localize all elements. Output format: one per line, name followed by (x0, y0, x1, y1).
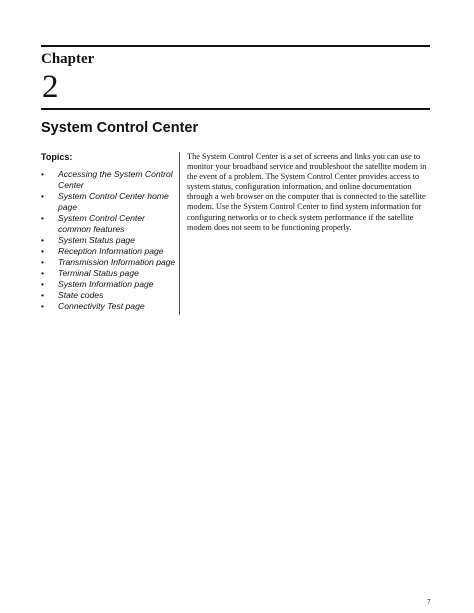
bullet-icon: • (41, 213, 45, 223)
topic-link[interactable]: System Control Center home page (58, 191, 169, 212)
chapter-title: System Control Center (41, 120, 199, 136)
bullet-icon: • (41, 279, 45, 289)
bullet-icon: • (41, 257, 45, 267)
chapter-number: 2 (42, 69, 59, 105)
topic-item[interactable] (41, 169, 176, 191)
bullet-icon: • (41, 246, 45, 256)
topic-link[interactable]: Accessing the System Control Center (58, 169, 173, 190)
bullet-icon: • (41, 235, 45, 245)
topic-item[interactable] (41, 268, 176, 279)
page-number: 7 (427, 597, 431, 606)
bullet-icon: • (41, 290, 45, 300)
topics-list (41, 169, 176, 312)
topic-item[interactable] (41, 290, 176, 301)
topic-item[interactable] (41, 191, 176, 213)
topic-link[interactable]: State codes (58, 290, 104, 300)
topic-link[interactable]: Transmission Information page (58, 257, 176, 267)
topic-link[interactable]: Terminal Status page (58, 268, 139, 278)
intro-paragraph: The System Control Center is a set of screens and links you can use to monitor your broadband service and troubleshoot the satellite modem in the event of a problem. The System Control Center provides access to system status, configuration information, and online documentation through a web browser on the computer that is connected to the satellite modem. Use the System Control Center to find system information for configuring networks or to check system performance if the satellite modem does not seem to be functioning properly. (187, 152, 427, 232)
topic-item[interactable] (41, 257, 176, 268)
topic-link[interactable]: Reception Information page (58, 246, 164, 256)
bullet-icon: • (41, 191, 45, 201)
chapter-label: Chapter (41, 51, 95, 67)
column-divider (179, 152, 180, 315)
bullet-icon: • (41, 169, 45, 179)
topic-link[interactable]: System Control Center common features (58, 213, 145, 234)
bullet-icon: • (41, 301, 45, 311)
bullet-icon: • (41, 268, 45, 278)
title-rule (41, 108, 430, 110)
topic-link[interactable]: Connectivity Test page (58, 301, 145, 311)
topics-label: Topics: (41, 152, 73, 162)
topic-item[interactable] (41, 235, 176, 246)
topic-link[interactable]: System Information page (58, 279, 154, 289)
topic-link[interactable]: System Status page (58, 235, 135, 245)
top-rule (41, 45, 430, 47)
topic-item[interactable] (41, 279, 176, 290)
topic-item[interactable] (41, 301, 176, 312)
topic-item[interactable] (41, 213, 176, 235)
topic-item[interactable] (41, 246, 176, 257)
